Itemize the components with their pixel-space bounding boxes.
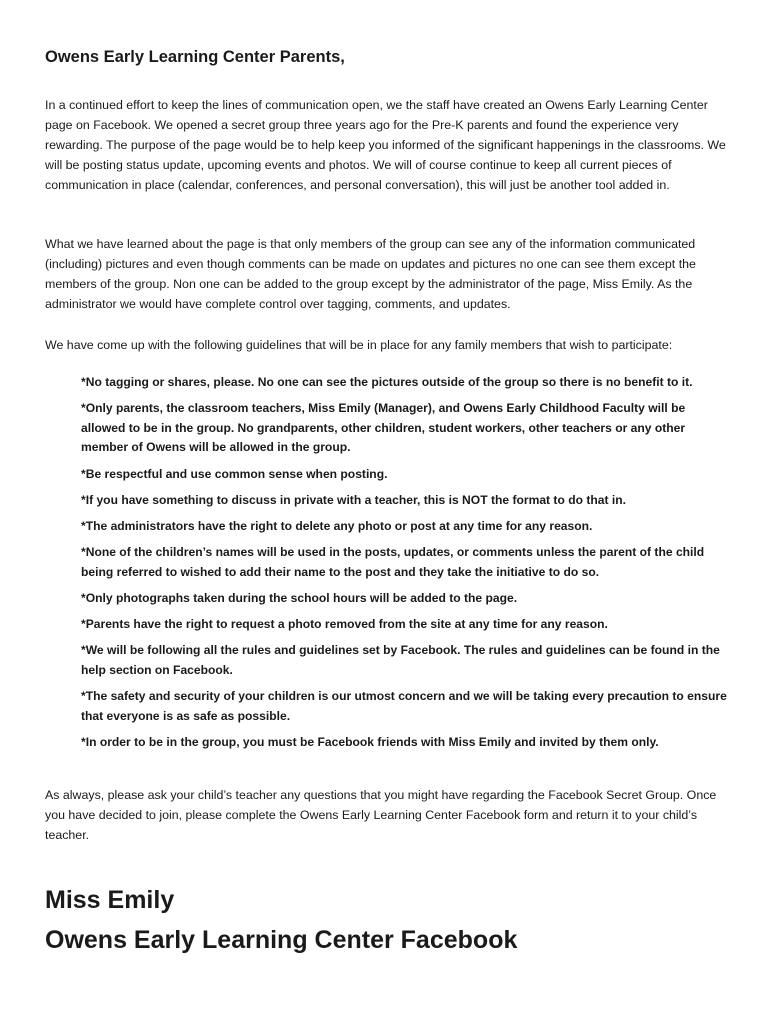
guideline-item: *Parents have the right to request a photo removed from the site at any time for any reason. [81,617,608,632]
guideline-item: *No tagging or shares, please. No one can see the pictures outside of the group so there is no benefit to it. [81,375,693,389]
signature-organization: Owens Early Learning Center Facebook [45,926,518,954]
guideline-item: *Only photographs taken during the school hours will be added to the page. [81,590,518,605]
guideline-item: *In order to be in the group, you must be Facebook friends with Miss Emily and invited by them only. [81,734,659,749]
guideline-item: *If you have something to discuss in private with a teacher, this is NOT the format to do that in. [81,492,626,507]
guideline-item: *We will be following all the rules and guidelines set by Facebook. The rules and guidelines can be found in the help section on Facebook. [81,643,720,677]
guideline-item: *Be respectful and use common sense when posting. [81,466,388,481]
guideline-item: *None of the children’s names will be used in the posts, updates, or comments unless the parent of the child being referred to wished to add their name to the post and they take the initiative to do so. [81,545,705,579]
closing-paragraph: As always, please ask your child’s teacher any questions that you might have regarding the Facebook Secret Group. Once you have decided to join, please complete the Owens Early Learning Center Facebook form and return it to your child’s teacher. [45,788,717,842]
privacy-paragraph: What we have learned about the page is that only members of the group can see any of the information communicated (including) pictures and even though comments can be made on updates and pictures no one can see them except the members of the group. Non one can be added to the group except by the administrator of the page, Miss Emily. As the administrator we would have complete control over tagging, comments, and updates. [45,237,696,311]
guideline-item: *Only parents, the classroom teachers, Miss Emily (Manager), and Owens Early Childhood Faculty will be allowed to be in the group. No grandparents, other children, student workers, other teachers or any other member of Owens will be allowed in the group. [81,401,686,455]
intro-paragraph: In a continued effort to keep the lines of communication open, we the staff have created an Owens Early Learning Center page on Facebook. We opened a secret group three years ago for the Pre-K parents and found the experience very rewarding. The purpose of the page would be to help keep you informed of the significant happenings in the classrooms. We will be posting status update, upcoming events and photos. We will of course continue to keep all current pieces of communication in place (calendar, conferences, and personal conversation), this will just be another tool added in. [45,98,726,192]
guidelines-intro-paragraph: We have come up with the following guidelines that will be in place for any family members that wish to participate: [45,338,673,352]
signature-name: Miss Emily [45,886,175,914]
guidelines-list [81,373,731,759]
letter-salutation: Owens Early Learning Center Parents, [45,48,345,66]
guideline-item: *The administrators have the right to delete any photo or post at any time for any reason. [81,518,593,533]
guideline-item: *The safety and security of your children is our utmost concern and we will be taking every precaution to ensure that everyone is as safe as possible. [81,689,727,723]
